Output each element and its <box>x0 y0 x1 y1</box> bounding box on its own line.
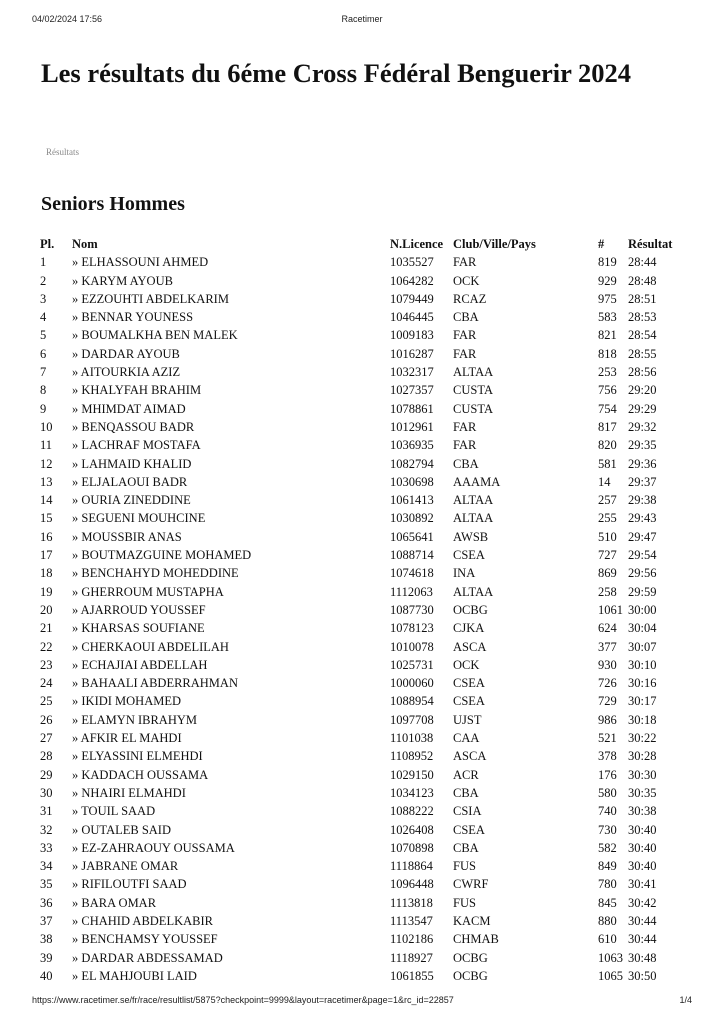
place-cell: 3 <box>40 291 47 306</box>
result-time-cell: 29:36 <box>628 456 657 471</box>
club-cell: ASCA <box>453 749 487 764</box>
bib-cell: 255 <box>598 511 617 526</box>
result-row <box>38 656 698 674</box>
licence-cell: 1096448 <box>390 877 434 892</box>
club-cell: CSEA <box>453 822 485 837</box>
bib-cell: 176 <box>598 767 617 782</box>
athlete-name-link[interactable]: » KARYM AYOUB <box>72 273 173 288</box>
place-cell: 7 <box>40 365 47 380</box>
place-cell: 13 <box>40 474 53 489</box>
licence-cell: 1088954 <box>390 694 434 709</box>
club-cell: CSEA <box>453 694 485 709</box>
bib-cell: 624 <box>598 621 617 636</box>
result-row <box>38 290 698 308</box>
club-cell: UJST <box>453 712 482 727</box>
result-row <box>38 839 698 857</box>
result-row <box>38 967 698 985</box>
result-time-cell: 28:48 <box>628 273 657 288</box>
result-row <box>38 345 698 363</box>
licence-cell: 1036935 <box>390 438 434 453</box>
athlete-name-link[interactable]: » DARDAR AYOUB <box>72 346 180 361</box>
place-cell: 23 <box>40 657 53 672</box>
licence-cell: 1000060 <box>390 676 434 691</box>
col-header-licence: N.Licence <box>390 237 444 251</box>
club-cell: KACM <box>453 913 491 928</box>
result-time-cell: 28:56 <box>628 365 657 380</box>
club-cell: CBA <box>453 310 479 325</box>
bib-cell: 849 <box>598 859 617 874</box>
licence-cell: 1082794 <box>390 456 434 471</box>
licence-cell: 1016287 <box>390 346 434 361</box>
result-time-cell: 29:35 <box>628 438 657 453</box>
club-cell: CHMAB <box>453 932 499 947</box>
results-header-row <box>38 235 698 253</box>
bib-cell: 257 <box>598 493 617 508</box>
place-cell: 35 <box>40 877 53 892</box>
place-cell: 30 <box>40 785 53 800</box>
club-cell: CSIA <box>453 804 482 819</box>
licence-cell: 1061413 <box>390 493 434 508</box>
bib-cell: 610 <box>598 932 617 947</box>
club-cell: OCK <box>453 273 480 288</box>
bib-cell: 14 <box>598 474 611 489</box>
athlete-name-link[interactable]: » NHAIRI ELMAHDI <box>72 785 186 800</box>
result-row <box>38 583 698 601</box>
bib-cell: 378 <box>598 749 617 764</box>
bib-cell: 986 <box>598 712 617 727</box>
bib-cell: 1065 <box>598 968 623 983</box>
place-cell: 9 <box>40 401 47 416</box>
result-time-cell: 29:43 <box>628 511 657 526</box>
col-header-club: Club/Ville/Pays <box>453 237 536 251</box>
athlete-name-link[interactable]: » IKIDI MOHAMED <box>72 694 182 709</box>
result-row <box>38 546 698 564</box>
result-time-cell: 29:37 <box>628 474 657 489</box>
result-row <box>38 802 698 820</box>
bib-cell: 729 <box>598 694 617 709</box>
result-row <box>38 326 698 344</box>
athlete-name-link[interactable]: » BOUTMAZGUINE MOHAMED <box>72 548 252 563</box>
result-time-cell: 30:44 <box>628 932 657 947</box>
result-time-cell: 29:32 <box>628 419 657 434</box>
result-time-cell: 30:40 <box>628 822 657 837</box>
athlete-name-link[interactable]: » KHALYFAH BRAHIM <box>72 383 202 398</box>
athlete-name-link[interactable]: » LACHRAF MOSTAFA <box>72 438 201 453</box>
place-cell: 20 <box>40 602 53 617</box>
page-title: Les résultats du 6éme Cross Fédéral Benguerir 2024 <box>41 58 632 88</box>
result-time-cell: 30:40 <box>628 859 657 874</box>
results-body <box>38 253 698 985</box>
club-cell: CUSTA <box>453 401 493 416</box>
result-time-cell: 30:30 <box>628 767 657 782</box>
athlete-name-link[interactable]: » ELYASSINI ELMEHDI <box>72 749 203 764</box>
athlete-name-link[interactable]: » CHAHID ABDELKABIR <box>72 913 213 928</box>
club-cell: ALTAA <box>453 584 494 599</box>
bib-cell: 818 <box>598 346 617 361</box>
print-site-name: Racetimer <box>341 14 383 24</box>
licence-cell: 1113818 <box>390 895 433 910</box>
result-row <box>38 491 698 509</box>
licence-cell: 1027357 <box>390 383 434 398</box>
bib-cell: 726 <box>598 676 617 691</box>
athlete-name-link[interactable]: » DARDAR ABDESSAMAD <box>72 950 223 965</box>
result-time-cell: 30:10 <box>628 657 657 672</box>
result-row <box>38 308 698 326</box>
print-page-number: 1/4 <box>679 995 692 1005</box>
licence-cell: 1113547 <box>390 913 433 928</box>
athlete-name-link[interactable]: » JABRANE OMAR <box>72 859 179 874</box>
licence-cell: 1101038 <box>390 731 434 746</box>
place-cell: 11 <box>40 438 53 453</box>
bib-cell: 880 <box>598 913 617 928</box>
result-time-cell: 29:20 <box>628 383 657 398</box>
place-cell: 12 <box>40 456 53 471</box>
bib-cell: 756 <box>598 383 617 398</box>
place-cell: 39 <box>40 950 53 965</box>
club-cell: CBA <box>453 456 479 471</box>
result-row <box>38 638 698 656</box>
place-cell: 8 <box>40 383 47 398</box>
result-row <box>38 400 698 418</box>
place-cell: 19 <box>40 584 53 599</box>
athlete-name-link[interactable]: » EL MAHJOUBI LAID <box>72 968 197 983</box>
bib-cell: 253 <box>598 365 617 380</box>
result-row <box>38 253 698 271</box>
athlete-name-link[interactable]: » OURIA ZINEDDINE <box>72 493 191 508</box>
place-cell: 37 <box>40 913 53 928</box>
bib-cell: 929 <box>598 273 617 288</box>
result-row <box>38 912 698 930</box>
club-cell: CJKA <box>453 621 485 636</box>
club-cell: ALTAA <box>453 493 494 508</box>
breadcrumb-results-link[interactable]: Résultats <box>46 147 79 157</box>
result-time-cell: 30:17 <box>628 694 657 709</box>
athlete-name-link[interactable]: » BENCHAMSY YOUSSEF <box>72 932 218 947</box>
result-time-cell: 30:18 <box>628 712 657 727</box>
result-row <box>38 363 698 381</box>
bib-cell: 821 <box>598 328 617 343</box>
place-cell: 10 <box>40 419 53 434</box>
result-time-cell: 29:59 <box>628 584 657 599</box>
club-cell: FAR <box>453 419 477 434</box>
athlete-name-link[interactable]: » EZZOUHTI ABDELKARIM <box>72 291 229 306</box>
place-cell: 40 <box>40 968 53 983</box>
bib-cell: 740 <box>598 804 617 819</box>
bib-cell: 820 <box>598 438 617 453</box>
bib-cell: 869 <box>598 566 617 581</box>
result-time-cell: 30:50 <box>628 968 657 983</box>
bib-cell: 845 <box>598 895 617 910</box>
result-row <box>38 949 698 967</box>
licence-cell: 1078861 <box>390 401 434 416</box>
result-time-cell: 29:38 <box>628 493 657 508</box>
result-time-cell: 30:28 <box>628 749 657 764</box>
print-footer <box>0 995 724 1011</box>
result-row <box>38 564 698 582</box>
bib-cell: 583 <box>598 310 617 325</box>
athlete-name-link[interactable]: » AITOURKIA AZIZ <box>72 365 181 380</box>
athlete-name-link[interactable]: » BENNAR YOUNESS <box>72 310 194 325</box>
club-cell: OCBG <box>453 950 488 965</box>
result-time-cell: 30:22 <box>628 731 657 746</box>
place-cell: 29 <box>40 767 53 782</box>
section-title: Seniors Hommes <box>41 193 185 215</box>
club-cell: OCBG <box>453 968 488 983</box>
place-cell: 14 <box>40 493 53 508</box>
licence-cell: 1026408 <box>390 822 434 837</box>
club-cell: AWSB <box>453 529 489 544</box>
result-row <box>38 821 698 839</box>
athlete-name-link[interactable]: » ELHASSOUNI AHMED <box>72 255 209 270</box>
col-header-name: Nom <box>72 237 98 251</box>
bib-cell: 510 <box>598 529 617 544</box>
bib-cell: 580 <box>598 785 617 800</box>
result-time-cell: 28:51 <box>628 291 657 306</box>
athlete-name-link[interactable]: » BAHAALI ABDERRAHMAN <box>72 676 238 691</box>
licence-cell: 1070898 <box>390 840 434 855</box>
place-cell: 21 <box>40 621 53 636</box>
result-row <box>38 619 698 637</box>
athlete-name-link[interactable]: » MHIMDAT AIMAD <box>72 401 186 416</box>
result-row <box>38 528 698 546</box>
bib-cell: 521 <box>598 731 617 746</box>
place-cell: 36 <box>40 895 53 910</box>
result-row <box>38 784 698 802</box>
result-row <box>38 711 698 729</box>
result-row <box>38 601 698 619</box>
licence-cell: 1079449 <box>390 291 434 306</box>
place-cell: 6 <box>40 346 47 361</box>
athlete-name-link[interactable]: » CHERKAOUI ABDELILAH <box>72 639 229 654</box>
place-cell: 5 <box>40 328 47 343</box>
result-row <box>38 857 698 875</box>
bib-cell: 817 <box>598 419 617 434</box>
place-cell: 25 <box>40 694 53 709</box>
club-cell: CSEA <box>453 548 485 563</box>
result-time-cell: 29:29 <box>628 401 657 416</box>
athlete-name-link[interactable]: » MOUSSBIR ANAS <box>72 529 182 544</box>
place-cell: 27 <box>40 731 53 746</box>
result-time-cell: 28:54 <box>628 328 657 343</box>
result-row <box>38 455 698 473</box>
bib-cell: 930 <box>598 657 617 672</box>
club-cell: ALTAA <box>453 365 494 380</box>
bib-cell: 582 <box>598 840 617 855</box>
licence-cell: 1097708 <box>390 712 434 727</box>
place-cell: 32 <box>40 822 53 837</box>
place-cell: 28 <box>40 749 53 764</box>
result-row <box>38 692 698 710</box>
result-row <box>38 894 698 912</box>
licence-cell: 1087730 <box>390 602 434 617</box>
athlete-name-link[interactable]: » BOUMALKHA BEN MALEK <box>72 328 238 343</box>
licence-cell: 1112063 <box>390 584 433 599</box>
place-cell: 26 <box>40 712 53 727</box>
athlete-name-link[interactable]: » SEGUENI MOUHCINE <box>72 511 206 526</box>
bib-cell: 1063 <box>598 950 623 965</box>
place-cell: 24 <box>40 676 53 691</box>
athlete-name-link[interactable]: » ECHAJIAI ABDELLAH <box>72 657 208 672</box>
place-cell: 15 <box>40 511 53 526</box>
licence-cell: 1032317 <box>390 365 434 380</box>
bib-cell: 727 <box>598 548 617 563</box>
licence-cell: 1029150 <box>390 767 434 782</box>
licence-cell: 1025731 <box>390 657 434 672</box>
result-time-cell: 30:04 <box>628 621 657 636</box>
result-row <box>38 381 698 399</box>
result-row <box>38 729 698 747</box>
club-cell: CWRF <box>453 877 489 892</box>
club-cell: ALTAA <box>453 511 494 526</box>
bib-cell: 1061 <box>598 602 623 617</box>
athlete-name-link[interactable]: » GHERROUM MUSTAPHA <box>72 584 224 599</box>
place-cell: 1 <box>40 255 47 270</box>
club-cell: AAAMA <box>453 474 501 489</box>
licence-cell: 1064282 <box>390 273 434 288</box>
place-cell: 34 <box>40 859 53 874</box>
result-row <box>38 272 698 290</box>
athlete-name-link[interactable]: » AFKIR EL MAHDI <box>72 731 182 746</box>
licence-cell: 1088222 <box>390 804 434 819</box>
club-cell: INA <box>453 566 476 581</box>
bib-cell: 975 <box>598 291 617 306</box>
athlete-name-link[interactable]: » BENQASSOU BADR <box>72 419 195 434</box>
athlete-name-link[interactable]: » OUTALEB SAID <box>72 822 171 837</box>
col-header-bib: # <box>598 237 605 251</box>
result-row <box>38 766 698 784</box>
result-time-cell: 28:55 <box>628 346 657 361</box>
result-time-cell: 30:16 <box>628 676 657 691</box>
result-row <box>38 509 698 527</box>
result-time-cell: 30:40 <box>628 840 657 855</box>
bib-cell: 780 <box>598 877 617 892</box>
licence-cell: 1088714 <box>390 548 434 563</box>
place-cell: 33 <box>40 840 53 855</box>
result-row <box>38 436 698 454</box>
athlete-name-link[interactable]: » BENCHAHYD MOHEDDINE <box>72 566 239 581</box>
col-header-result: Résultat <box>628 237 673 251</box>
bib-cell: 581 <box>598 456 617 471</box>
place-cell: 22 <box>40 639 53 654</box>
club-cell: ACR <box>453 767 479 782</box>
result-time-cell: 30:42 <box>628 895 657 910</box>
club-cell: OCK <box>453 657 480 672</box>
licence-cell: 1118864 <box>390 859 433 874</box>
result-time-cell: 30:00 <box>628 602 657 617</box>
licence-cell: 1061855 <box>390 968 434 983</box>
club-cell: CAA <box>453 731 480 746</box>
club-cell: FAR <box>453 346 477 361</box>
licence-cell: 1010078 <box>390 639 434 654</box>
bib-cell: 754 <box>598 401 617 416</box>
result-time-cell: 29:54 <box>628 548 657 563</box>
result-time-cell: 28:44 <box>628 255 657 270</box>
licence-cell: 1078123 <box>390 621 434 636</box>
licence-cell: 1102186 <box>390 932 434 947</box>
club-cell: OCBG <box>453 602 488 617</box>
licence-cell: 1046445 <box>390 310 434 325</box>
licence-cell: 1035527 <box>390 255 434 270</box>
print-url-link[interactable]: https://www.racetimer.se/fr/race/resultlist/5875?checkpoint=9999&layout=racetimer&page=1&rc_id=22857 <box>32 995 454 1005</box>
place-cell: 2 <box>40 273 47 288</box>
col-header-place: Pl. <box>40 237 55 251</box>
club-cell: FUS <box>453 895 476 910</box>
licence-cell: 1065641 <box>390 529 434 544</box>
athlete-name-link[interactable]: » EZ-ZAHRAOUY OUSSAMA <box>72 840 235 855</box>
result-time-cell: 30:48 <box>628 950 657 965</box>
place-cell: 17 <box>40 548 53 563</box>
licence-cell: 1030698 <box>390 474 434 489</box>
place-cell: 18 <box>40 566 53 581</box>
result-row <box>38 747 698 765</box>
print-header <box>0 14 724 30</box>
result-row <box>38 930 698 948</box>
athlete-name-link[interactable]: » RIFILOUTFI SAAD <box>72 877 187 892</box>
results-table <box>38 235 698 985</box>
licence-cell: 1030892 <box>390 511 434 526</box>
result-row <box>38 875 698 893</box>
club-cell: CUSTA <box>453 383 493 398</box>
result-time-cell: 30:07 <box>628 639 657 654</box>
athlete-name-link[interactable]: » AJARROUD YOUSSEF <box>72 602 206 617</box>
place-cell: 4 <box>40 310 47 325</box>
athlete-name-link[interactable]: » ELAMYN IBRAHYM <box>72 712 197 727</box>
athlete-name-link[interactable]: » ELJALAOUI BADR <box>72 474 188 489</box>
result-row <box>38 674 698 692</box>
licence-cell: 1034123 <box>390 785 434 800</box>
athlete-name-link[interactable]: » TOUIL SAAD <box>72 804 156 819</box>
club-cell: CSEA <box>453 676 485 691</box>
club-cell: ASCA <box>453 639 487 654</box>
club-cell: CBA <box>453 840 479 855</box>
place-cell: 38 <box>40 932 53 947</box>
result-row <box>38 418 698 436</box>
result-time-cell: 30:41 <box>628 877 657 892</box>
bib-cell: 819 <box>598 255 617 270</box>
bib-cell: 258 <box>598 584 617 599</box>
club-cell: FAR <box>453 328 477 343</box>
print-datetime: 04/02/2024 17:56 <box>32 14 103 24</box>
result-time-cell: 30:35 <box>628 785 657 800</box>
result-time-cell: 29:47 <box>628 529 657 544</box>
result-time-cell: 29:56 <box>628 566 657 581</box>
athlete-name-link[interactable]: » KADDACH OUSSAMA <box>72 767 209 782</box>
result-time-cell: 28:53 <box>628 310 657 325</box>
bib-cell: 377 <box>598 639 617 654</box>
result-time-cell: 30:38 <box>628 804 657 819</box>
place-cell: 31 <box>40 804 53 819</box>
club-cell: RCAZ <box>453 291 487 306</box>
result-row <box>38 473 698 491</box>
athlete-name-link[interactable]: » KHARSAS SOUFIANE <box>72 621 205 636</box>
licence-cell: 1074618 <box>390 566 434 581</box>
licence-cell: 1118927 <box>390 950 433 965</box>
club-cell: FAR <box>453 438 477 453</box>
licence-cell: 1009183 <box>390 328 434 343</box>
athlete-name-link[interactable]: » LAHMAID KHALID <box>72 456 192 471</box>
club-cell: FAR <box>453 255 477 270</box>
result-time-cell: 30:44 <box>628 913 657 928</box>
place-cell: 16 <box>40 529 53 544</box>
licence-cell: 1012961 <box>390 419 434 434</box>
club-cell: CBA <box>453 785 479 800</box>
athlete-name-link[interactable]: » BARA OMAR <box>72 895 157 910</box>
club-cell: FUS <box>453 859 476 874</box>
licence-cell: 1108952 <box>390 749 434 764</box>
bib-cell: 730 <box>598 822 617 837</box>
